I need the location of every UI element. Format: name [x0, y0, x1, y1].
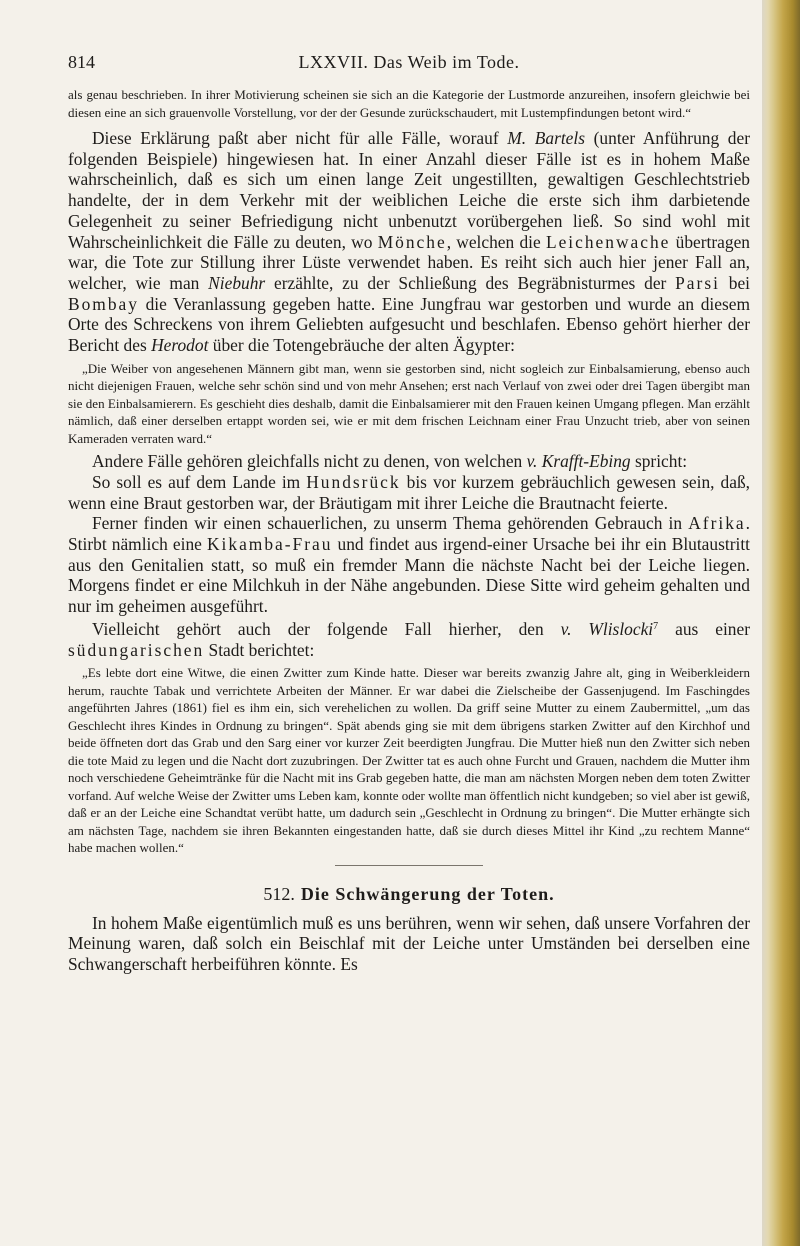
author-name: Herodot: [151, 335, 209, 356]
paragraph-afrika: [68, 513, 750, 617]
text-run: , welchen die: [446, 231, 546, 252]
author-name: Niebuhr: [208, 272, 266, 293]
paragraph-hundsrueck: [68, 472, 750, 513]
text-run: Stadt berichtet:: [204, 639, 315, 660]
text-run: über die Totengebräuche der alten Ägypter:: [208, 335, 515, 356]
text-run: Andere Fälle gehören gleichfalls nicht zu denen, von welchen: [92, 451, 527, 472]
intro-paragraph: als genau beschrieben. In ihrer Motivierung scheinen sie sich an die Kategorie der Lustmorde anzureihen, insofern gleichwie bei diesen eine an sich grauenvolle Vorstellung, vor der der Gesunde zurückschaudert, mit Lustempfindungen betont wird.“: [68, 87, 750, 120]
section-divider: [335, 865, 483, 866]
text-run: übertragen war, die Tote zur Stillung ihrer Lüste verwendet haben. Es reiht sich auch hier jener Fall an, welcher, wie man: [68, 231, 750, 293]
text-run: erzählte, zu der Schließung des Begräbnisturmes der: [265, 272, 676, 293]
book-binding-edge: [762, 0, 800, 1246]
spaced-term: Kikamba-Frau: [206, 534, 333, 555]
page-header: [68, 52, 750, 76]
author-name: v. Krafft-Ebing: [526, 451, 631, 472]
spaced-term: Mönche: [377, 231, 447, 252]
text-run: bis vor kurzem gebräuchlich gewesen sein, daß, wenn eine Braut gestorben war, der Bräutigam mit ihrer Leiche die Brautnacht feierte.: [68, 471, 751, 513]
text-run: und findet aus irgend-einer Ursache bei ihr ein Blutaustritt aus den Genitalien statt, so muß ein fremder Mann die nächste Nacht bei der Leiche liegen. Morgens findet er eine Milchkuh in der Nähe angebunden. Diese Sitte wird geheim gehalten und nur im geheimen ausgeführt.: [68, 534, 750, 617]
paragraph-schwaengerung: In hohem Maße eigentümlich muß es uns berühren, wenn wir sehen, daß unsere Vorfahren der Meinung waren, daß solch ein Beischlaf mit der Leiche unter Umständen bei derselben eine Schwangerschaft herbeiführen könnte. Es: [68, 912, 750, 975]
spaced-term: Bombay: [68, 293, 139, 314]
text-run: Ferner finden wir einen schauerlichen, zu unserm Thema gehörenden Gebrauch in: [92, 513, 689, 534]
quote-zwitter: „Es lebte dort eine Witwe, die einen Zwitter zum Kinde hatte. Dieser war bereits zwanzig Jahre alt, ging in Weiberkleidern herum, rauchte Tabak und verrichtete Arbeiten der Männer. Er war dabei die Zielscheibe der Gassenjugend. Im Faschingdes angeführten Jahres (1861) fiel es ihm ein, sich verehelichen zu wollen. Da griff seine Mutter zu einem Zaubermittel, „um das Geschlecht ihres Kindes in Ordnung zu bringen“. Spät abends ging sie mit dem übrigens starken Zwitter auf den Kirchhof und beide öffneten dort das Grab und den Sarg einer vor kurzer Zeit beerdigten Jungfrau. Die Mutter hieß nun den Zwitter sich neben die tote Maid zu legen und die Nacht dort zuzubringen. Der Zwitter tat es auch ohne Furcht und Grauen, nachdem die Mutter ihm noch verschiedene Geheimtränke für die Nacht mit ins Grab gegeben hatte, die man am nächsten Morgen neben dem toten Zwitter vorfand. Auf welche Weise der Zwitter ums Leben kam, konnte oder wollte man öffentlich nicht kundgeben; so viel aber ist gewiß, daß er an der Leiche eine Schandtat verübt hatte, um dadurch sein „Geschlecht in Ordnung zu bringen“. Die Mutter erhängte sich am nächsten Tage, nachdem sie ihren Bekannten eingestanden hatte, daß sie durch dieses Mittel ihr Kind „zu rechtem Manne“ habe machen wollen.“: [68, 665, 750, 856]
text-run: bei: [719, 272, 750, 293]
paragraph-bartels: [68, 128, 750, 356]
page-number: 814: [68, 52, 95, 72]
spaced-term: Parsi: [675, 272, 720, 293]
text-run: . Stirbt nämlich eine: [68, 513, 750, 555]
footnote-marker: 7: [653, 620, 659, 632]
section-heading: [68, 884, 750, 905]
binding-shadow: [762, 0, 768, 1246]
text-run: spricht:: [630, 451, 688, 472]
section-number: 512.: [263, 883, 295, 904]
text-run: die Veranlassung gegeben hatte. Eine Jungfrau war gestorben und wurde an diesem Orte des Schreckens von ihrem Geliebten aufgesucht und beschlafen. Ebenso gehört hierher der Bericht des: [68, 293, 750, 356]
paragraph-wlislocki: [68, 617, 750, 660]
spaced-term: Leichenwache: [545, 231, 671, 252]
spaced-term: Hundsrück: [306, 471, 401, 492]
quote-herodot: „Die Weiber von angesehenen Männern gibt man, wenn sie gestorben sind, nicht sogleich zur Einbalsamierung, ebenso auch nicht diejenigen Frauen, welche sehr schön sind und von mehr Ansehen; erst nach Verlauf von zwei oder drei Tagen übergibt man sie den Einbalsamierern. Es geschieht dies deshalb, damit die Einbalsamierer mit den Frauen keinen Umgang pflegen. Man erzählt nämlich, daß einer derselben ertappt worden sei, wie er mit dem frischen Leichnam einer Frau Unzucht trieb, aber von seinen Kameraden verraten ward.“: [68, 360, 750, 446]
text-run: Vielleicht gehört auch der folgende Fall hierher, den: [92, 618, 561, 639]
author-name: v. Wlislocki: [560, 618, 654, 639]
spaced-term: südungarischen: [68, 639, 205, 660]
paragraph-krafft-ebing: [68, 451, 750, 472]
page-content: [68, 86, 750, 975]
running-title: LXXVII. Das Weib im Tode.: [298, 52, 520, 72]
section-title: Die Schwängerung der Toten.: [300, 883, 555, 904]
text-run: So soll es auf dem Lande im: [92, 471, 307, 492]
text-run: aus einer: [658, 618, 751, 639]
text-run: Diese Erklärung paßt aber nicht für alle Fälle, worauf: [92, 128, 508, 148]
spaced-term: Afrika: [688, 513, 746, 534]
text-run: (unter Anführung der folgenden Beispiele) hingewiesen hat. In einer Anzahl dieser Fälle ist es in hohem Maße wahrscheinlich, daß es sich um einen lange Zeit ungestillten, gewaltigen Geschlechtstrieb handelte, der in dem Verkehr mit der weiblichen Leiche die erste sich ihm darbietende Gelegenheit zu seiner Befriedigung nicht unbenutzt vorübergehen ließ. So sind wohl mit Wahrscheinlichkeit die Fälle zu deuten, wo: [68, 128, 750, 252]
author-name: M. Bartels: [507, 128, 585, 148]
